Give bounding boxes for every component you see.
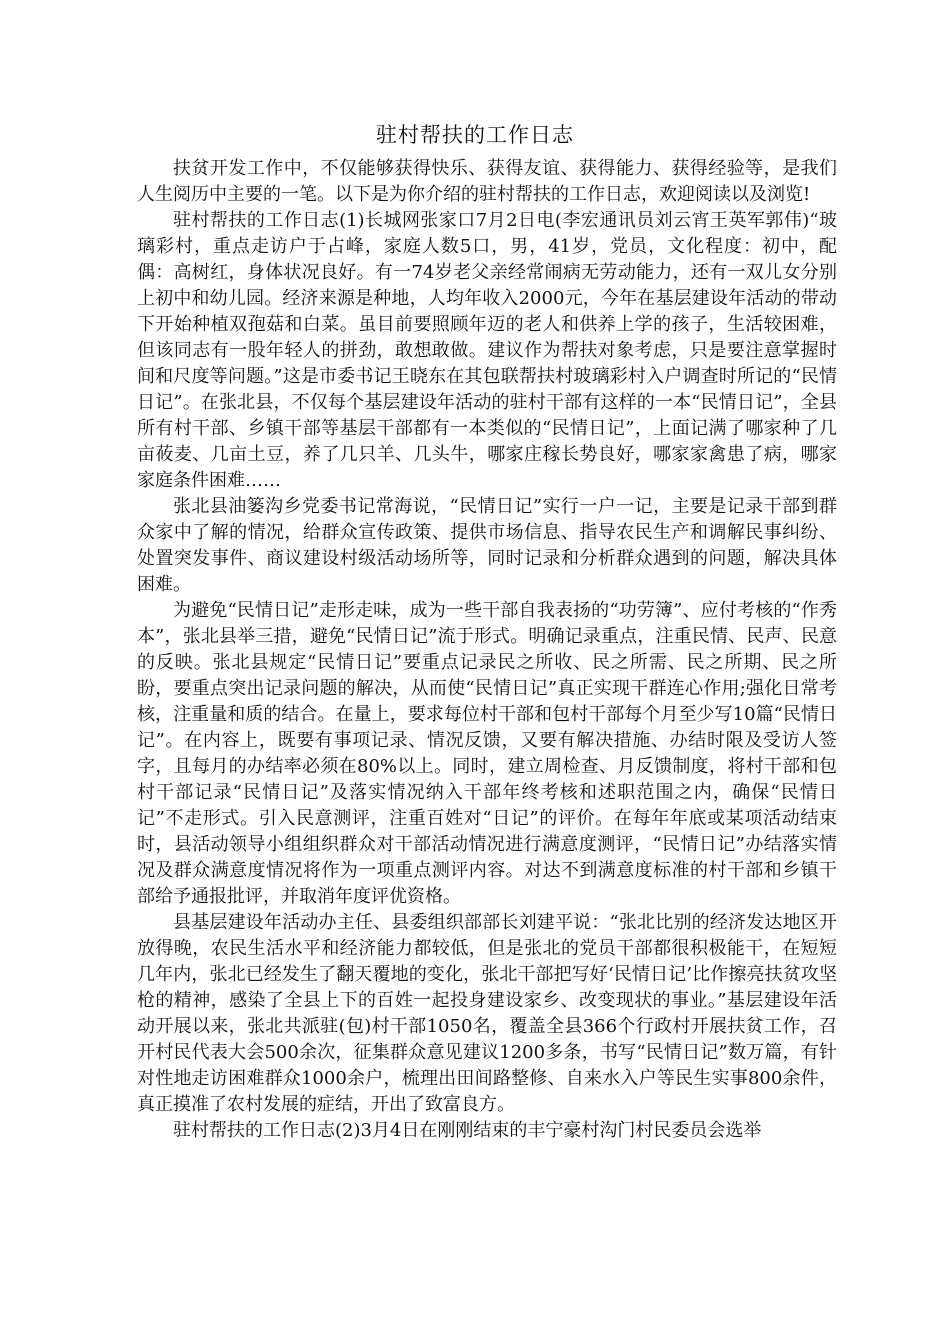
paragraph-diary-2: 驻村帮扶的工作日志(2)3月4日在刚刚结束的丰宁豪村沟门村民委员会选举 bbox=[173, 1120, 762, 1141]
paragraph-intro: 扶贫开发工作中，不仅能够获得快乐、获得友谊、获得能力、获得经验等，是我们人生阅历中主要的一笔。以下是为你介绍的驻村帮扶的工作日志，欢迎阅读以及浏览! bbox=[137, 158, 837, 205]
paragraph-secretary-quote: 张北县油篓沟乡党委书记常海说，“民情日记”实行一户一记，主要是记录干部到群众家中了解的情况，给群众宣传政策、提供市场信息、指导农民生产和调解民事纠纷、处置突发事件、商议建设村级活动场所等，同时记录和分析群众遇到的问题，解决具体困难。 bbox=[137, 496, 837, 595]
document-body bbox=[137, 156, 837, 1144]
paragraph-three-measures: 为避免“民情日记”走形走味，成为一些干部自我表扬的“功劳簿”、应付考核的“作秀本”，张北县举三措，避免“民情日记”流于形式。明确记录重点，注重民情、民声、民意的反映。张北县规定“民情日记”要重点记录民之所收、民之所需、民之所期、民之所盼，要重点突出记录问题的解决，从而使“民情日记”真正实现干群连心作用;强化日常考核，注重量和质的结合。在量上，要求每位村干部和包村干部每个月至少写10篇“民情日记”。在内容上，既要有事项记录、情况反馈，又要有解决措施、办结时限及受访人签字，且每月的办结率必须在80%以上。同时，建立周检查、月反馈制度，将村干部和包村干部记录“民情日记”及落实情况纳入干部年终考核和述职范围之内，确保“民情日记”不走形式。引入民意测评，注重百姓对“日记”的评价。在每年年底或某项活动结束时，县活动领导小组组织群众对干部活动情况进行满意度测评，“民情日记”办结落实情况及群众满意度情况将作为一项重点测评内容。对达不到满意度标准的村干部和乡镇干部给予通报批评，并取消年度评优资格。 bbox=[137, 600, 837, 907]
paragraph-diary-1: 驻村帮扶的工作日志(1)长城网张家口7月2日电(李宏通讯员刘云宵王英军郭伟)“玻璃彩村，重点走访户于占峰，家庭人数5口，男，41岁，党员，文化程度：初中，配偶：高树红，身体状况良好。有一74岁老父亲经常闹病无劳动能力，还有一双儿女分别上初中和幼儿园。经济来源是种地，人均年收入2000元，今年在基层建设年活动的带动下开始种植双孢菇和白菜。虽目前要照顾年迈的老人和供养上学的孩子，生活较困难，但该同志有一股年轻人的拼劲，敢想敢做。建议作为帮扶对象考虑，只是要注意掌握时间和尺度等问题。”这是市委书记王晓东在其包联帮扶村玻璃彩村入户调查时所记的“民情日记”。在张北县，不仅每个基层建设年活动的驻村干部有这样的一本“民情日记”，全县所有村干部、乡镇干部等基层干部都有一本类似的“民情日记”，上面记满了哪家种了几亩莜麦、几亩土豆，养了几只羊、几头牛，哪家庄稼长势良好，哪家家禽患了病，哪家家庭条件困难…… bbox=[137, 210, 837, 491]
paragraph-director-quote: 县基层建设年活动办主任、县委组织部部长刘建平说：“张北比别的经济发达地区开放得晚，农民生活水平和经济能力都较低，但是张北的党员干部都很积极能干，在短短几年内，张北已经发生了翻天覆地的变化，张北干部把写好‘民情日记’比作擦亮扶贫攻坚枪的精神，感染了全县上下的百姓一起投身建设家乡、改变现状的事业。”基层建设年活动开展以来，张北共派驻(包)村干部1050名，覆盖全县366个行政村开展扶贫工作，召开村民代表大会500余次，征集群众意见建议1200多条，书写“民情日记”数万篇，有针对性地走访困难群众1000余户，梳理出田间路整修、自来水入户等民生实事800余件，真正摸准了农村发展的症结，开出了致富良方。 bbox=[137, 912, 837, 1115]
document-title: 驻村帮扶的工作日志 bbox=[376, 123, 574, 147]
